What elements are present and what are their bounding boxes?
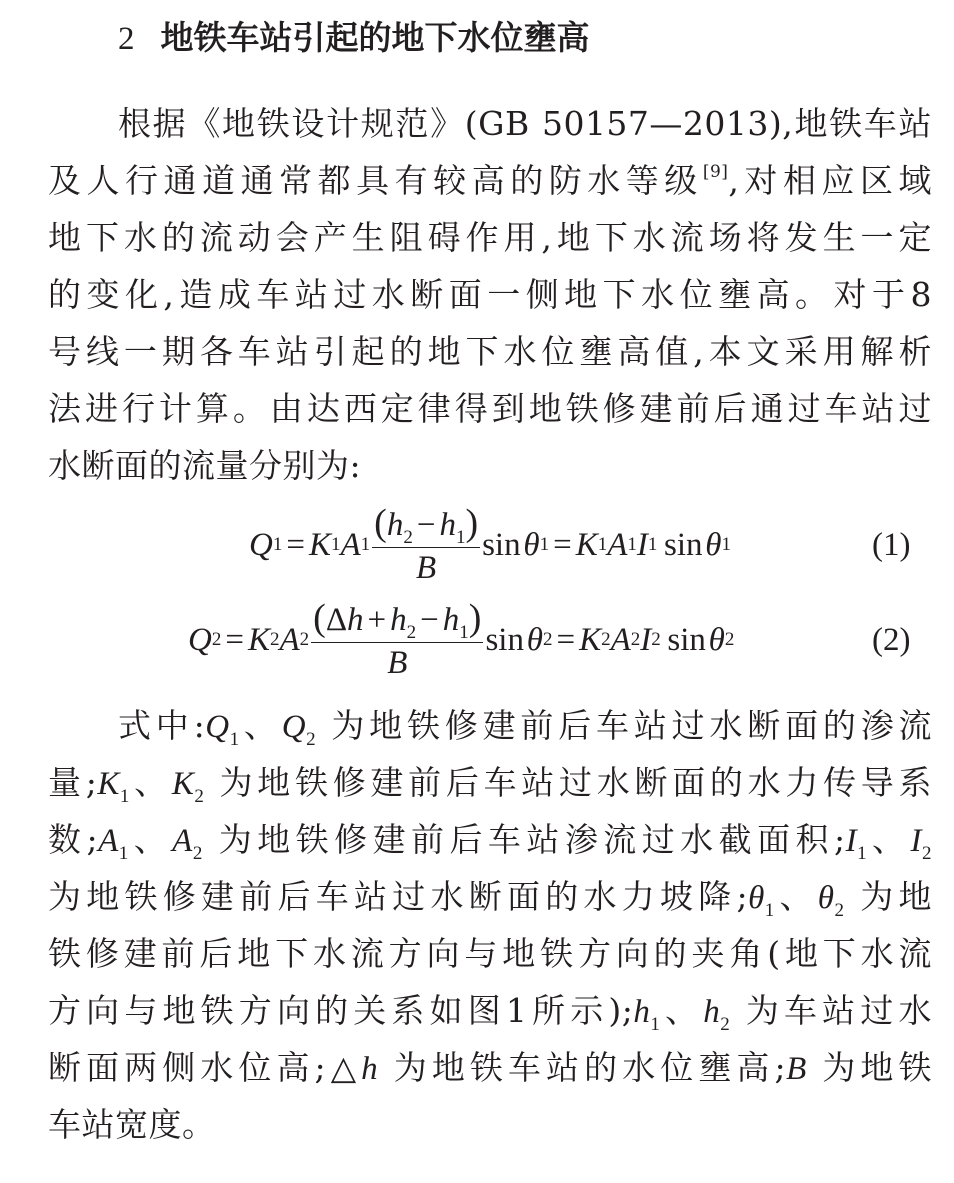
paragraph-line: 水断面的流量分别为: <box>48 446 362 485</box>
section-number: 2 <box>118 21 135 57</box>
paragraph-line: 式中$:Q_1$、$Q_2$ 为地铁修建前后车站过水断面的渗流 <box>118 706 933 750</box>
paragraph-line: 量$;K_1$、$K_2$ 为地铁修建前后车站过水断面的水力传导系 <box>48 763 933 807</box>
paragraph-definitions <box>48 697 932 1153</box>
paragraph-text: ,对相应区域 <box>728 161 933 200</box>
paragraph-line: 根据《地铁设计规范》(GB 50157—2013),地铁车站 <box>118 104 932 143</box>
section-heading <box>118 12 590 64</box>
paragraph-line: 号线一期各车站引起的地下水位壅高值,本文采用解析 <box>48 332 932 371</box>
equation-number: (2) <box>872 622 911 658</box>
equation-fraction: $\frac{(\Delta h + h_2 - h_1)}{B}$ <box>313 596 482 681</box>
citation-ref[interactable]: [9] <box>702 162 729 182</box>
paragraph-line: 法进行计算。由达西定律得到地铁修建前后通过车站过 <box>48 389 932 428</box>
paragraph-intro <box>48 95 932 494</box>
equation-number: (1) <box>872 527 911 563</box>
equation-formula: Q 1 = K 1 A 1 $\frac{(h_2 - h_1)}{B}$ sin θ 1 = K 1 A 1 I 1 sin θ 1 <box>249 501 732 586</box>
paragraph-text: 及人行通道通常都具有较高的防水等级 <box>48 161 703 200</box>
equation-formula: Q 2 = K 2 A 2 $\frac{(\Delta h + h_2 - h_1)}{B}$ sin θ 2 = K 2 A 2 I 2 sin θ 2 <box>188 596 735 681</box>
paragraph-line: 的变化,造成车站过水断面一侧地下水位壅高。对于8 <box>48 275 932 314</box>
paragraph-line: 铁修建前后地下水流方向与地铁方向的夹角(地下水流 <box>48 934 932 973</box>
paragraph-line: 断面两侧水位高;△h 为地铁车站的水位壅高;B 为地铁 <box>48 1048 933 1087</box>
equation-fraction: $\frac{(h_2 - h_1)}{B}$ <box>374 501 479 586</box>
paragraph-line: 数$;A_1$、$A_2$ 为地铁修建前后车站渗流过水截面积$;I_1$、$I_2$ <box>48 820 933 864</box>
section-title: 地铁车站引起的地下水位壅高 <box>160 18 590 57</box>
paragraph-line: 车站宽度。 <box>48 1105 216 1144</box>
equation-2 <box>0 595 954 685</box>
equation-1 <box>0 500 954 590</box>
paragraph-line: 方向与地铁方向的关系如图1所示)$;h_1$、$h_2$ 为车站过水 <box>48 991 932 1035</box>
paragraph-line <box>48 152 932 209</box>
paragraph-line: 为地铁修建前后车站过水断面的水力坡降$;\theta_1$、$\theta_2$ 为地 <box>48 877 933 921</box>
paragraph-line: 地下水的流动会产生阻碍作用,地下水流场将发生一定 <box>48 218 932 257</box>
